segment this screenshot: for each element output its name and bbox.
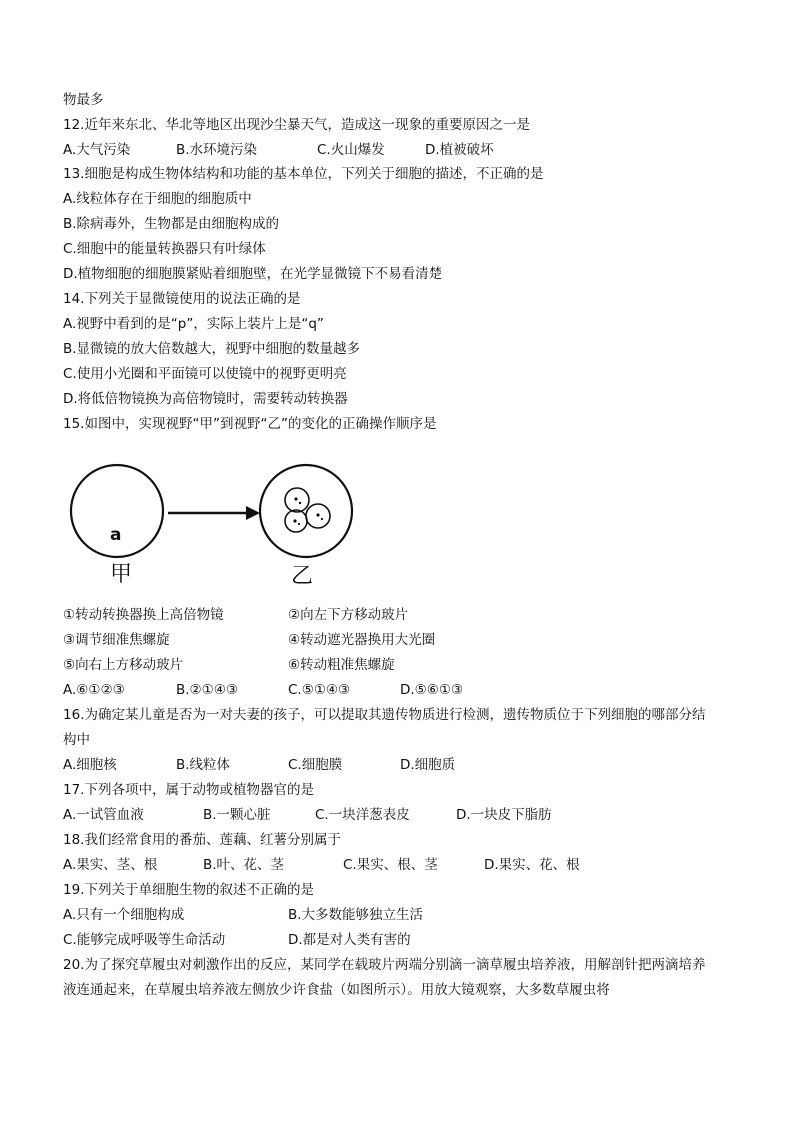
- q13-option-d: D.植物细胞的细胞膜紧贴着细胞壁，在光学显微镜下不易看清楚: [63, 266, 443, 282]
- q18-option-a: A.果实、茎、根: [63, 857, 158, 873]
- q15-step-6: ⑥转动粗准焦螺旋: [288, 657, 395, 673]
- q19-option-b: B.大多数能够独立生活: [288, 907, 424, 923]
- q19-option-a: A.只有一个细胞构成: [63, 907, 185, 923]
- specimen-mark: a: [110, 525, 122, 545]
- field-diagram: [62, 447, 362, 589]
- q12-option-a: A.大气污染: [63, 142, 131, 158]
- q15-option-a: A.⑥①②③: [63, 682, 125, 698]
- q18-option-b: B.叶、花、茎: [203, 857, 285, 873]
- text-line: 物最多: [63, 92, 104, 108]
- microscope-field-figure: [62, 447, 362, 589]
- question-19: 19.下列关于单细胞生物的叙述不正确的是: [63, 882, 314, 898]
- q12-option-d: D.植被破坏: [425, 142, 494, 158]
- question-13: 13.细胞是构成生物体结构和功能的基本单位，下列关于细胞的描述，不正确的是: [63, 166, 544, 182]
- q16-option-d: D.细胞质: [400, 757, 456, 773]
- q17-option-b: B.一颗心脏: [203, 807, 271, 823]
- q15-step-5: ⑤向右上方移动玻片: [63, 657, 184, 673]
- question-12: 12.近年来东北、华北等地区出现沙尘暴天气，造成这一现象的重要原因之一是: [63, 117, 530, 133]
- question-15: 15.如图中，实现视野“甲”到视野“乙”的变化的正确操作顺序是: [63, 416, 437, 432]
- q18-option-d: D.果实、花、根: [484, 857, 580, 873]
- q15-option-d: D.⑤⑥①③: [400, 682, 464, 698]
- q16-option-b: B.线粒体: [176, 757, 231, 773]
- q17-option-c: C.一块洋葱表皮: [315, 807, 410, 823]
- q19-option-d: D.都是对人类有害的: [288, 932, 411, 948]
- q14-option-a: A.视野中看到的是“p”，实际上装片上是“q”: [63, 316, 324, 332]
- q13-option-c: C.细胞中的能量转换器只有叶绿体: [63, 241, 266, 257]
- q15-step-2: ②向左下方移动玻片: [288, 607, 409, 623]
- q15-option-b: B.②①④③: [176, 682, 238, 698]
- q14-option-b: B.显微镜的放大倍数越大，视野中细胞的数量越多: [63, 341, 361, 357]
- q13-option-b: B.除病毒外，生物都是由细胞构成的: [63, 216, 280, 232]
- field-jia-label: 甲: [110, 562, 133, 587]
- q17-option-a: A.一试管血液: [63, 807, 144, 823]
- q15-option-c: C.⑤①④③: [288, 682, 351, 698]
- question-16-cont: 构中: [63, 732, 90, 748]
- question-16: 16.为确定某儿童是否为一对夫妻的孩子，可以提取其遗传物质进行检测，遗传物质位于下列细胞的哪部分结: [63, 707, 706, 723]
- q15-step-3: ③调节细准焦螺旋: [63, 632, 170, 648]
- q16-option-c: C.细胞膜: [288, 757, 343, 773]
- question-18: 18.我们经常食用的番茄、莲藕、红薯分别属于: [63, 832, 341, 848]
- question-14: 14.下列关于显微镜使用的说法正确的是: [63, 291, 301, 307]
- q19-option-c: C.能够完成呼吸等生命活动: [63, 932, 226, 948]
- q16-option-a: A.细胞核: [63, 757, 117, 773]
- q12-option-c: C.火山爆发: [317, 142, 385, 158]
- field-yi-label: 乙: [291, 564, 314, 589]
- field-yi-circle: [260, 465, 352, 557]
- question-20: 20.为了探究草履虫对刺激作出的反应，某同学在载玻片两端分别滴一滴草履虫培养液，用解剖针把两滴培养: [63, 957, 706, 973]
- q14-option-c: C.使用小光圈和平面镜可以使镜中的视野更明亮: [63, 366, 347, 382]
- transition-arrow-head: [246, 506, 260, 520]
- q13-option-a: A.线粒体存在于细胞的细胞质中: [63, 191, 252, 207]
- q15-step-1: ①转动转换器换上高倍物镜: [63, 607, 224, 623]
- q17-option-d: D.一块皮下脂肪: [456, 807, 552, 823]
- q14-option-d: D.将低倍物镜换为高倍物镜时，需要转动转换器: [63, 391, 348, 407]
- question-17: 17.下列各项中，属于动物或植物器官的是: [63, 782, 314, 798]
- q18-option-c: C.果实、根、茎: [343, 857, 438, 873]
- q15-step-4: ④转动遮光器换用大光圈: [288, 632, 436, 648]
- q12-option-b: B.水环境污染: [176, 142, 258, 158]
- question-20-cont: 液连通起来，在草履虫培养液左侧放少许食盐（如图所示）。用放大镜观察，大多数草履虫将: [63, 982, 610, 998]
